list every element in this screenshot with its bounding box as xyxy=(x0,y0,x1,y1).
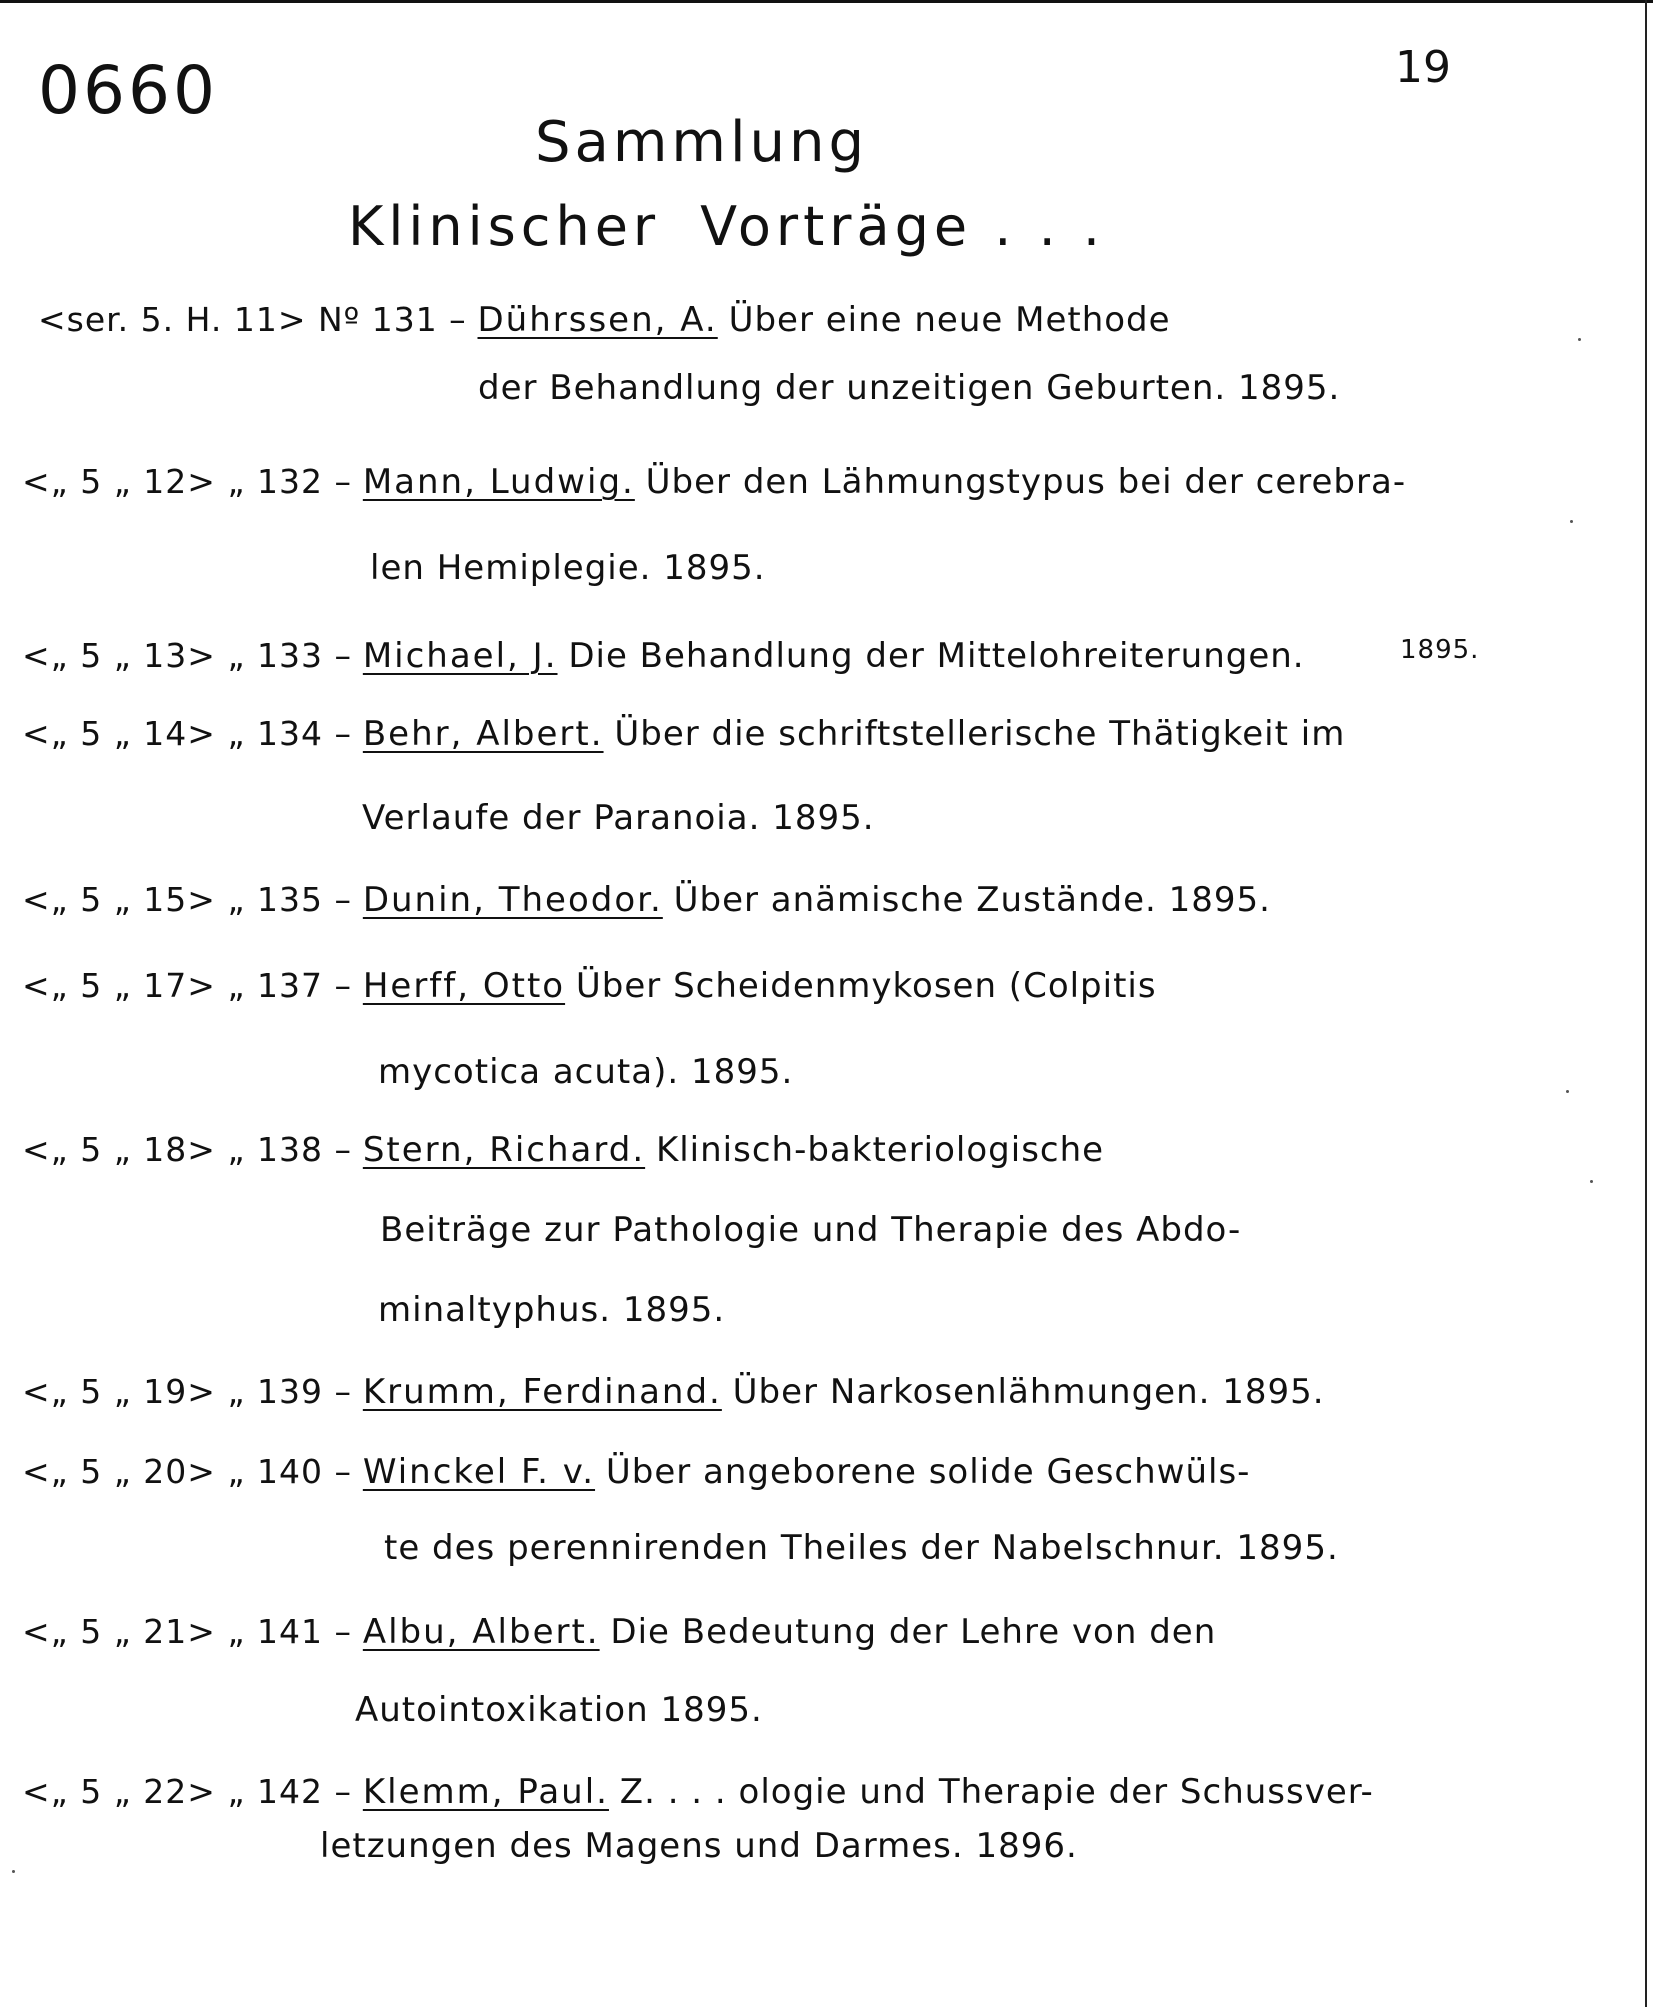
entry-continuation: letzungen des Magens und Darmes. 1896. xyxy=(320,1826,1078,1866)
entry-continuation: len Hemiplegie. 1895. xyxy=(370,548,766,588)
entry-title: Die Bedeutung der Lehre von den xyxy=(610,1612,1217,1652)
page-number: 19 xyxy=(1395,42,1451,93)
entry-reference: <„ 5 „ 21> „ 141 – xyxy=(22,1612,353,1651)
entry-author: Dunin, Theodor. xyxy=(362,880,663,920)
top-border-line xyxy=(0,0,1653,3)
entry-line xyxy=(22,1452,1250,1492)
entry-reference: <„ 5 „ 22> „ 142 – xyxy=(22,1772,353,1811)
entry-line xyxy=(38,300,1171,340)
entry-reference: <„ 5 „ 19> „ 139 – xyxy=(22,1372,353,1411)
entry-continuation: mycotica acuta). 1895. xyxy=(378,1052,794,1092)
entry-reference: <„ 5 „ 18> „ 138 – xyxy=(22,1130,353,1169)
scan-speck xyxy=(1566,1090,1569,1093)
entry-title: Über angeborene solide Geschwüls- xyxy=(605,1452,1251,1492)
scan-speck xyxy=(1578,338,1581,341)
entry-line xyxy=(22,966,1157,1006)
entry-author: Winckel F. v. xyxy=(362,1452,596,1492)
entry-line xyxy=(22,636,1305,676)
entry-title: Über Scheidenmykosen (Colpitis xyxy=(575,966,1157,1006)
entry-title: Über die schriftstellerische Thätigkeit im xyxy=(614,714,1346,754)
entry-continuation: Beiträge zur Pathologie und Therapie des Abdo- xyxy=(380,1210,1242,1250)
entry-reference: <„ 5 „ 13> „ 133 – xyxy=(22,636,353,675)
series-title-line2 xyxy=(348,195,1105,258)
scan-speck xyxy=(1570,520,1573,523)
entry-continuation: minaltyphus. 1895. xyxy=(378,1290,726,1330)
series-title-word-klinischer: Klinischer xyxy=(348,195,661,258)
right-border-line xyxy=(1645,0,1647,2007)
scan-speck xyxy=(12,1870,15,1873)
entry-continuation: der Behandlung der unzeitigen Geburten. 1895. xyxy=(478,368,1341,408)
entry-title: Über eine neue Methode xyxy=(728,300,1171,340)
entry-author: Herff, Otto xyxy=(362,966,566,1006)
entry-reference: <„ 5 „ 12> „ 132 – xyxy=(22,462,353,501)
entry-reference: <„ 5 „ 17> „ 137 – xyxy=(22,966,353,1005)
entry-title: Klinisch-bakteriologische xyxy=(655,1130,1105,1170)
series-title-word-vortraege: Vorträge . . . xyxy=(700,195,1106,258)
entry-line xyxy=(22,1772,1374,1812)
entry-line xyxy=(22,714,1345,754)
entry-continuation: Verlaufe der Paranoia. 1895. xyxy=(362,798,875,838)
entry-title: Die Behandlung der Mittelohreiterungen. xyxy=(568,636,1305,676)
entry-author: Behr, Albert. xyxy=(362,714,604,754)
entry-line xyxy=(22,880,1271,920)
scan-speck xyxy=(1590,1180,1593,1183)
card-number: 0660 xyxy=(38,52,218,129)
entry-line xyxy=(22,1130,1104,1170)
entry-author: Krumm, Ferdinand. xyxy=(362,1372,722,1412)
entry-title: Z. . . . ologie und Therapie der Schussver- xyxy=(619,1772,1374,1812)
series-title-line1: Sammlung xyxy=(535,110,869,175)
entry-line xyxy=(22,1372,1325,1412)
entry-continuation: te des perennirenden Theiles der Nabelschnur. 1895. xyxy=(384,1528,1339,1568)
entry-author: Albu, Albert. xyxy=(362,1612,600,1652)
entry-author: Klemm, Paul. xyxy=(362,1772,609,1812)
entry-line xyxy=(22,1612,1216,1652)
entry-reference: <„ 5 „ 14> „ 134 – xyxy=(22,714,353,753)
entry-continuation: Autointoxikation 1895. xyxy=(355,1690,763,1730)
entry-line xyxy=(22,462,1406,502)
entry-author: Michael, J. xyxy=(362,636,558,676)
entry-author: Dührssen, A. xyxy=(477,300,718,340)
entry-reference: <ser. 5. H. 11> Nº 131 – xyxy=(38,300,467,339)
entry-title: Über anämische Zustände. 1895. xyxy=(673,880,1271,920)
entry-author: Stern, Richard. xyxy=(362,1130,646,1170)
entry-author: Mann, Ludwig. xyxy=(362,462,635,502)
entry-title: Über den Lähmungstypus bei der cerebra- xyxy=(645,462,1407,502)
entry-reference: <„ 5 „ 15> „ 135 – xyxy=(22,880,353,919)
entry-reference: <„ 5 „ 20> „ 140 – xyxy=(22,1452,353,1491)
entry-title: Über Narkosenlähmungen. 1895. xyxy=(732,1372,1325,1412)
entry-year-note: 1895. xyxy=(1400,635,1480,665)
